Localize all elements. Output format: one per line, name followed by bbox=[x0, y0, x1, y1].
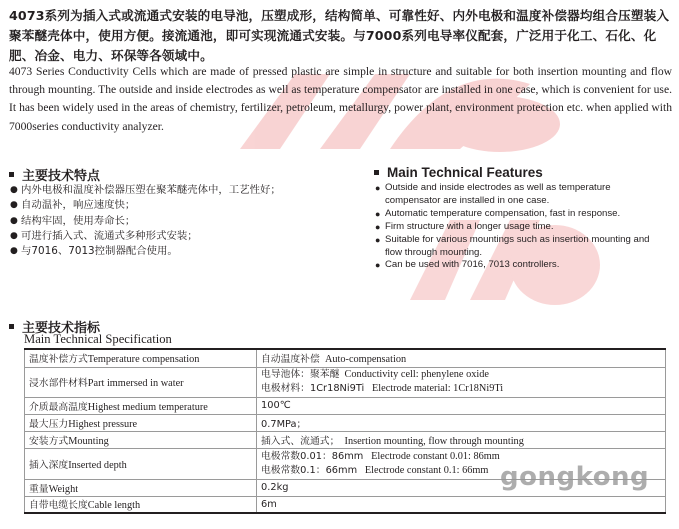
spec-label: 介质最高温度Highest medium temperature bbox=[25, 397, 257, 414]
spec-label: 插入深度Inserted depth bbox=[25, 448, 257, 479]
spec-value: 100℃ bbox=[257, 397, 666, 414]
list-item: ● Automatic temperature compensation, fast in response. bbox=[375, 207, 621, 219]
spec-cn-title: 主要技术指标 bbox=[22, 321, 101, 336]
features-cn-heading bbox=[9, 165, 100, 184]
features-cn-title: 主要技术特点 bbox=[22, 169, 101, 184]
spec-value: 0.7MPa； bbox=[257, 414, 666, 431]
list-item: ● 与7016、7013控制器配合使用。 bbox=[9, 244, 339, 259]
spec-value: 电导池体：聚苯醚 Conductivity cell: phenylene oxide 电极材料：1Cr18Ni9Ti Electrode material: 1Cr18Ni9Ti bbox=[257, 367, 666, 397]
table-row bbox=[25, 414, 666, 431]
bullet-icon: ● bbox=[375, 221, 381, 232]
list-item: ● Firm structure with a longer usage time. bbox=[375, 220, 554, 232]
spec-value: 电极常数0.01：86mm Electrode constant 0.01: 86mm 电极常数0.1：66mm Electrode constant 0.1: 66mm bbox=[257, 448, 666, 479]
gongkong-watermark: gongkong bbox=[500, 462, 650, 492]
list-item: ● 结构牢固，使用寿命长； bbox=[9, 214, 339, 229]
table-row bbox=[25, 496, 666, 513]
intro-english: 4073 Series Conductivity Cells which are made of pressed plastic are simple in structure and suitable for both insertion mounting and flow through mounting. The outside and inside electrodes as well as temperature compensator are installed in one case, which is convenient for use. It has been widely used in the areas of chemistry, fertilizer, petroleum, metallurgy, power plant, environment protection etc. when applied with 7000series conductivity analyzer. bbox=[9, 65, 672, 133]
table-row bbox=[25, 367, 666, 397]
list-item: ● Outside and inside electrodes as well as temperature compensator are installed in one case. bbox=[375, 182, 611, 206]
table-row bbox=[25, 349, 666, 367]
list-item: ● 内外电极和温度补偿器压塑在聚苯醚壳体中，工艺性好； bbox=[9, 183, 339, 198]
bullet-icon: ● bbox=[10, 200, 18, 211]
list-item: ● Suitable for various mountings such as insertion mounting and flow through mounting. bbox=[375, 233, 650, 258]
features-cn-list bbox=[9, 183, 339, 259]
spec-value: 自动温度补偿 Auto-compensation bbox=[257, 349, 666, 367]
bullet-icon: ● bbox=[375, 234, 381, 245]
spec-label: 重量Weight bbox=[25, 479, 257, 496]
intro-chinese: 4073系列为插入式或流通式安装的电导池，压塑成形，结构简单、可靠性好、内外电极和温度补偿器均组合压塑装入聚苯醚壳体中，使用方便。接流通池，即可实现流通式安装。与7000系列电导率仪配套，广泛用于化工、石化、化肥、冶金、电力、环保等各领域中。 bbox=[9, 8, 670, 63]
list-item: ● Can be used with 7016, 7013 controllers. bbox=[375, 259, 560, 271]
square-bullet-icon bbox=[9, 172, 14, 177]
table-row bbox=[25, 431, 666, 448]
spec-label: 自带电缆长度Cable length bbox=[25, 496, 257, 513]
spec-value: 0.2kg bbox=[257, 479, 666, 496]
spec-label: 安装方式Mounting bbox=[25, 431, 257, 448]
table-row bbox=[25, 397, 666, 414]
square-bullet-icon bbox=[374, 170, 379, 175]
bullet-icon: ● bbox=[10, 215, 18, 226]
spec-label: 最大压力Highest pressure bbox=[25, 414, 257, 431]
bullet-icon: ● bbox=[10, 246, 18, 257]
spec-label: 浸水部件材料Part immersed in water bbox=[25, 367, 257, 397]
bullet-icon: ● bbox=[10, 230, 18, 241]
spec-value: 插入式、流通式； Insertion mounting, flow through mounting bbox=[257, 431, 666, 448]
features-en-list bbox=[374, 182, 666, 272]
list-item: ● 可进行插入式、流通式多种形式安装； bbox=[9, 229, 339, 244]
features-en-title: Main Technical Features bbox=[387, 165, 543, 180]
spec-value: 6m bbox=[257, 496, 666, 513]
bullet-icon: ● bbox=[375, 260, 381, 271]
spec-label: 温度补偿方式Temperature compensation bbox=[25, 349, 257, 367]
bullet-icon: ● bbox=[375, 183, 381, 193]
bullet-icon: ● bbox=[10, 185, 18, 195]
list-item: ● 自动温补，响应速度快； bbox=[9, 198, 339, 213]
bullet-icon: ● bbox=[375, 208, 381, 219]
square-bullet-icon bbox=[9, 324, 14, 329]
features-en-heading bbox=[374, 165, 543, 180]
spec-en-title: Main Technical Specification bbox=[24, 332, 172, 346]
